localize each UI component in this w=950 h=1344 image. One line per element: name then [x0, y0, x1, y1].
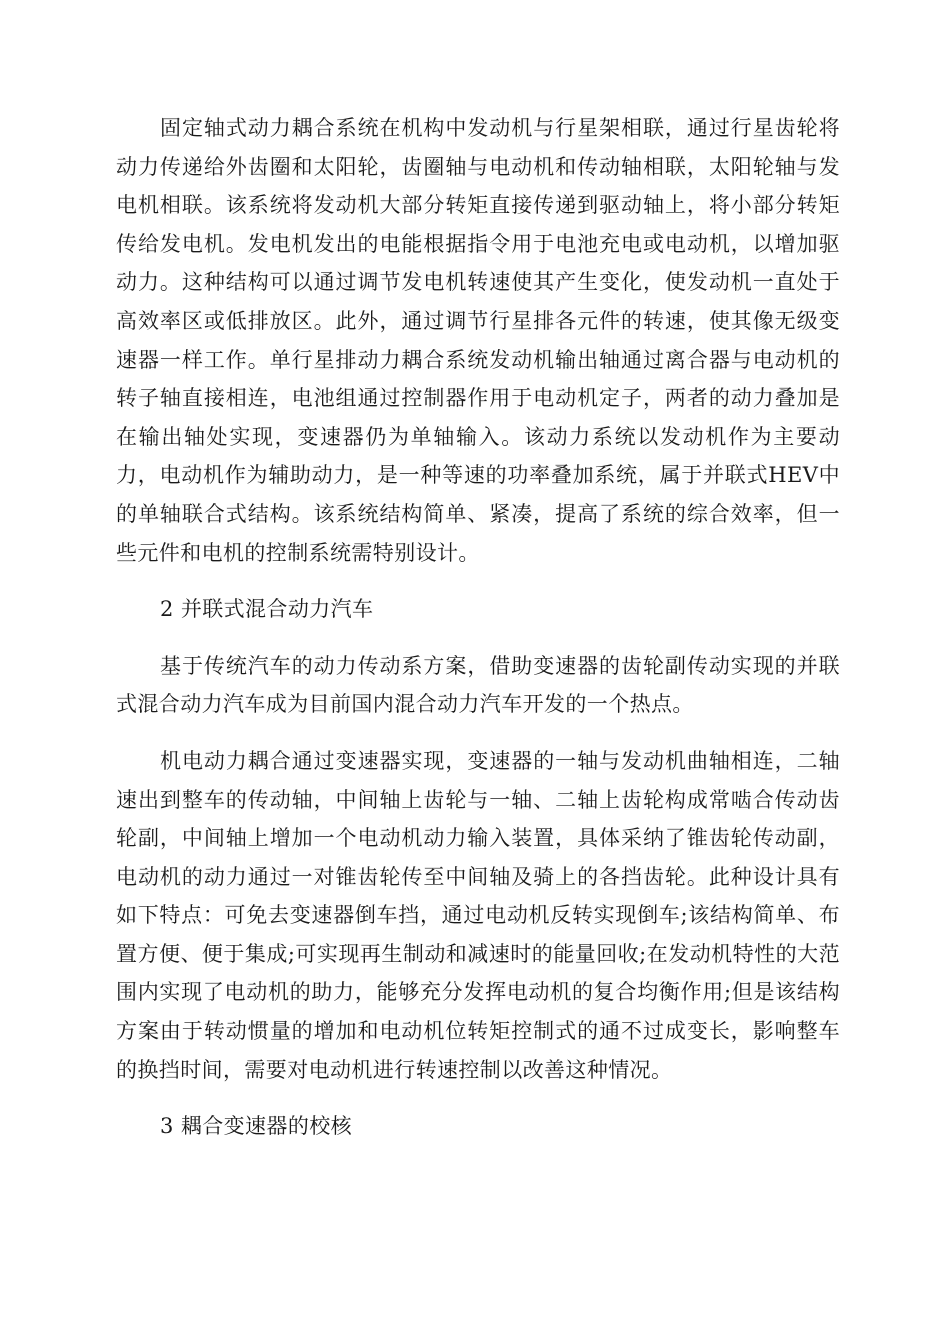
paragraph-electromechanical-coupling: 机电动力耦合通过变速器实现，变速器的一轴与发动机曲轴相连，二轴速出到整车的传动轴，中间轴上齿轮与一轴、二轴上齿轮构成常啮合传动齿轮副，中间轴上增加一个电动机动力输入装置，具体采纳了锥齿轮传动副，电动机的动力通过一对锥齿轮传至中间轴及骑上的各挡齿轮。此种设计具有如下特点：可免去变速器倒车挡，通过电动机反转实现倒车;该结构简单、布置方便、便于集成;可实现再生制动和减速时的能量回收;在发动机特性的大范围内实现了电动机的助力，能够充分发挥电动机的复合均衡作用;但是该结构方案由于转动惯量的增加和电动机位转矩控制式的通不过成变长，影响整车的换挡时间，需要对电动机进行转速控制以改善这种情况。	[116, 748, 840, 1082]
paragraph-gap	[116, 629, 840, 647]
paragraph-gap	[116, 1089, 840, 1107]
paragraph-gap	[116, 724, 840, 742]
document-body	[116, 109, 840, 1146]
paragraph-gap	[116, 572, 840, 590]
paragraph-parallel-hybrid-intro: 基于传统汽车的动力传动系方案，借助变速器的齿轮副传动实现的并联式混合动力汽车成为目前国内混合动力汽车开发的一个热点。	[116, 653, 840, 717]
paragraph-power-coupling-system: 固定轴式动力耦合系统在机构中发动机与行星架相联，通过行星齿轮将动力传递给外齿圈和太阳轮，齿圈轴与电动机和传动轴相联，太阳轮轴与发电机相联。该系统将发动机大部分转矩直接传递到驱动轴上，将小部分转矩传给发电机。发电机发出的电能根据指令用于电池充电或电动机，以增加驱动力。这种结构可以通过调节发电机转速使其产生变化，使发动机一直处于高效率区或低排放区。此外，通过调节行星排各元件的转速，使其像无级变速器一样工作。单行星排动力耦合系统发动机输出轴通过离合器与电动机的转子轴直接相连，电池组通过控制器作用于电动机定子，两者的动力叠加是在输出轴处实现，变速器仍为单轴输入。该动力系统以发动机作为主要动力，电动机作为辅助动力，是一种等速的功率叠加系统，属于并联式HEV中的单轴联合式结构。该系统结构简单、紧凑，提高了系统的综合效率，但一些元件和电机的控制系统需特别设计。	[116, 116, 840, 565]
section-heading-parallel-hybrid: 2 并联式混合动力汽车	[160, 597, 374, 622]
section-heading-coupling-transmission-check: 3 耦合变速器的校核	[160, 1114, 353, 1139]
